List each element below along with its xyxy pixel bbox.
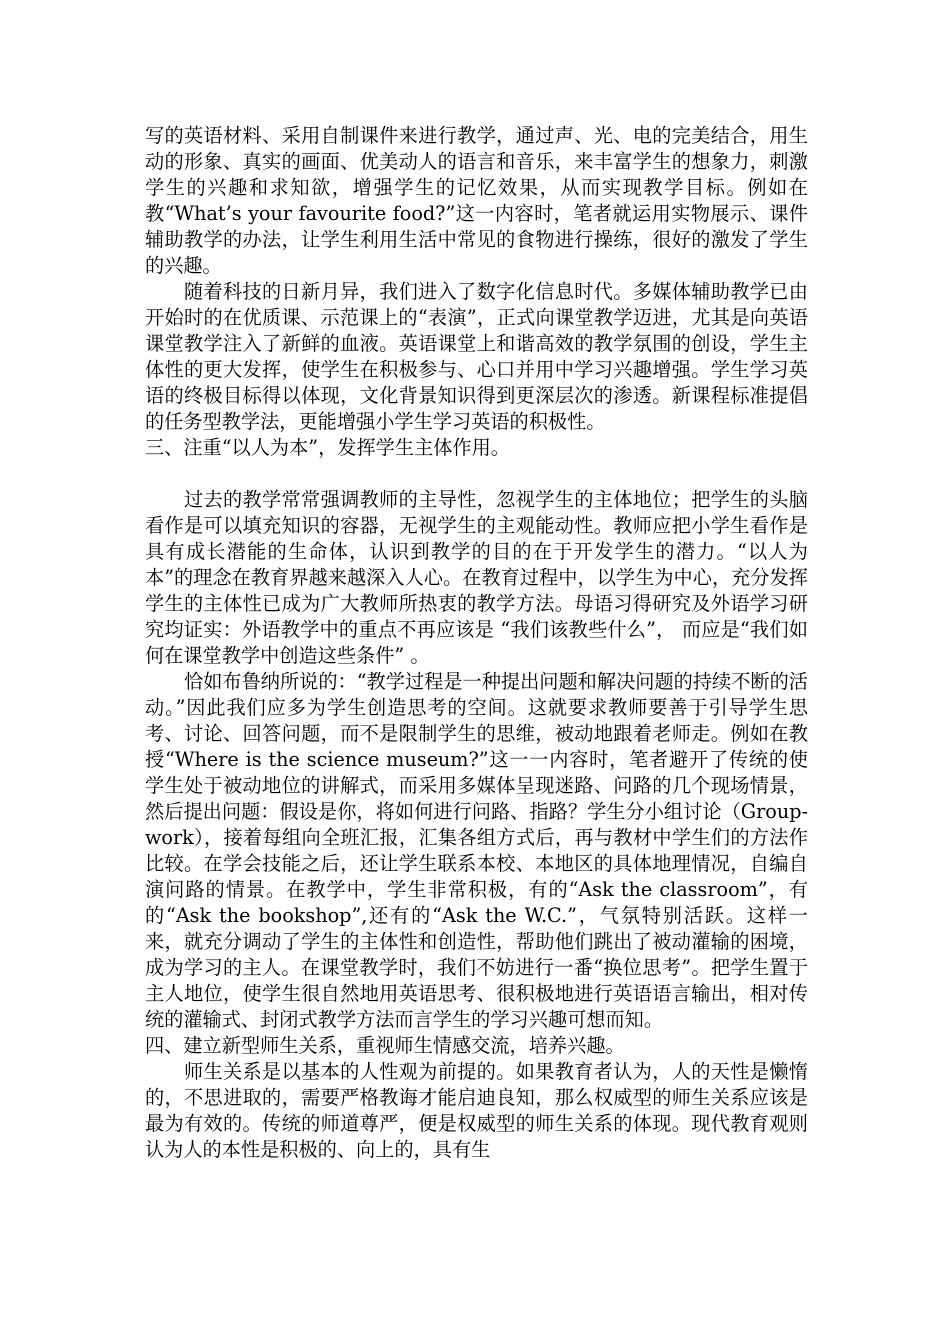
- paragraph-student-centered: 过去的教学常常强调教师的主导性，忽视学生的主体地位；把学生的头脑看作是可以填充知识的容器，无视学生的主观能动性。教师应把小学生看作是具有成长潜能的生命体，认识到教学的目的在于开发学生的潜力。“以人为本”的理念在教育界越来越深入人心。在教育过程中，以学生为中心，充分发挥学生的主体性已成为广大教师所热衷的教学方法。母语习得研究及外语学习研究均证实：外语教学中的重点不再应该是 “我们该教些什么”， 而应是“我们如何在课堂教学中创造这些条件” 。: [145, 488, 808, 667]
- section-heading-3: 三、注重“以人为本”，发挥学生主体作用。: [145, 436, 510, 459]
- paragraph-teacher-student-relation: 师生关系是以基本的人性观为前提的。如果教育者认为，人的天性是懒惰的，不思进取的，需要严格教诲才能启迪良知，那么权威型的师生关系应该是最为有效的。传统的师道尊严，便是权威型的师生关系的体现。现代教育观则认为人的本性是积极的、向上的，具有生: [145, 1060, 808, 1161]
- paragraph-bruner-example: 恰如布鲁纳所说的：“教学过程是一种提出问题和解决问题的持续不断的活动。”因此我们应多为学生创造思考的空间。这就要求教师要善于引导学生思考、讨论、回答问题，而不是限制学生的思维，被动地跟着老师走。例如在教授“Where is the science museum?”这一一内容时，笔者避开了传统的使学生处于被动地位的讲解式，而采用多媒体呈现迷路、问路的几个现场情景，然后提出问题：假设是你，将如何进行问路、指路？学生分小组讨论（Group-work），接着每组向全班汇报，汇集各组方式后，再与教材中学生们的方法作比较。在学会技能之后，还让学生联系本校、本地区的具体地理情况，自编自演问路的情景。在教学中，学生非常积极，有的“Ask the classroom”，有的“Ask the bookshop”,还有的“Ask the W.C.”，气氛特别活跃。这样一来，就充分调动了学生的主体性和创造性，帮助他们跳出了被动灌输的困境， 成为学习的主人。在课堂教学时，我们不妨进行一番“换位思考”。把学生置于主人地位，使学生很自然地用英语思考、很积极地进行英语语言输出，相对传统的灌输式、封闭式教学方法而言学生的学习兴趣可想而知。: [145, 670, 808, 1031]
- paragraph-multimedia-intro: 写的英语材料、采用自制课件来进行教学，通过声、光、电的完美结合，用生动的形象、真实的画面、优美动人的语言和音乐，来丰富学生的想象力，刺激学生的兴趣和求知欲，增强学生的记忆效果，从而实现教学目标。例如在教“What’s your favourite food?”这一内容时，笔者就运用实物展示、课件辅助教学的办法，让学生利用生活中常见的食物进行操练，很好的激发了学生的兴趣。: [145, 124, 808, 277]
- paragraph-digital-era: 随着科技的日新月异，我们进入了数字化信息时代。多媒体辅助教学已由开始时的在优质课、示范课上的“表演”，正式向课堂教学迈进，尤其是向英语课堂教学注入了新鲜的血液。英语课堂上和谐高效的教学氛围的创设，学生主体性的更大发挥，使学生在积极参与、心口并用中学习兴趣增强。学生学习英语的终极目标得以体现，文化背景知识得到更深层次的渗透。新课程标准提倡的任务型教学法，更能增强小学生学习英语的积极性。: [145, 280, 808, 433]
- blank-line: [145, 461, 808, 487]
- section-heading-4: 四、建立新型师生关系，重视师生情感交流，培养兴趣。: [145, 1034, 625, 1057]
- document-page: [145, 123, 808, 1163]
